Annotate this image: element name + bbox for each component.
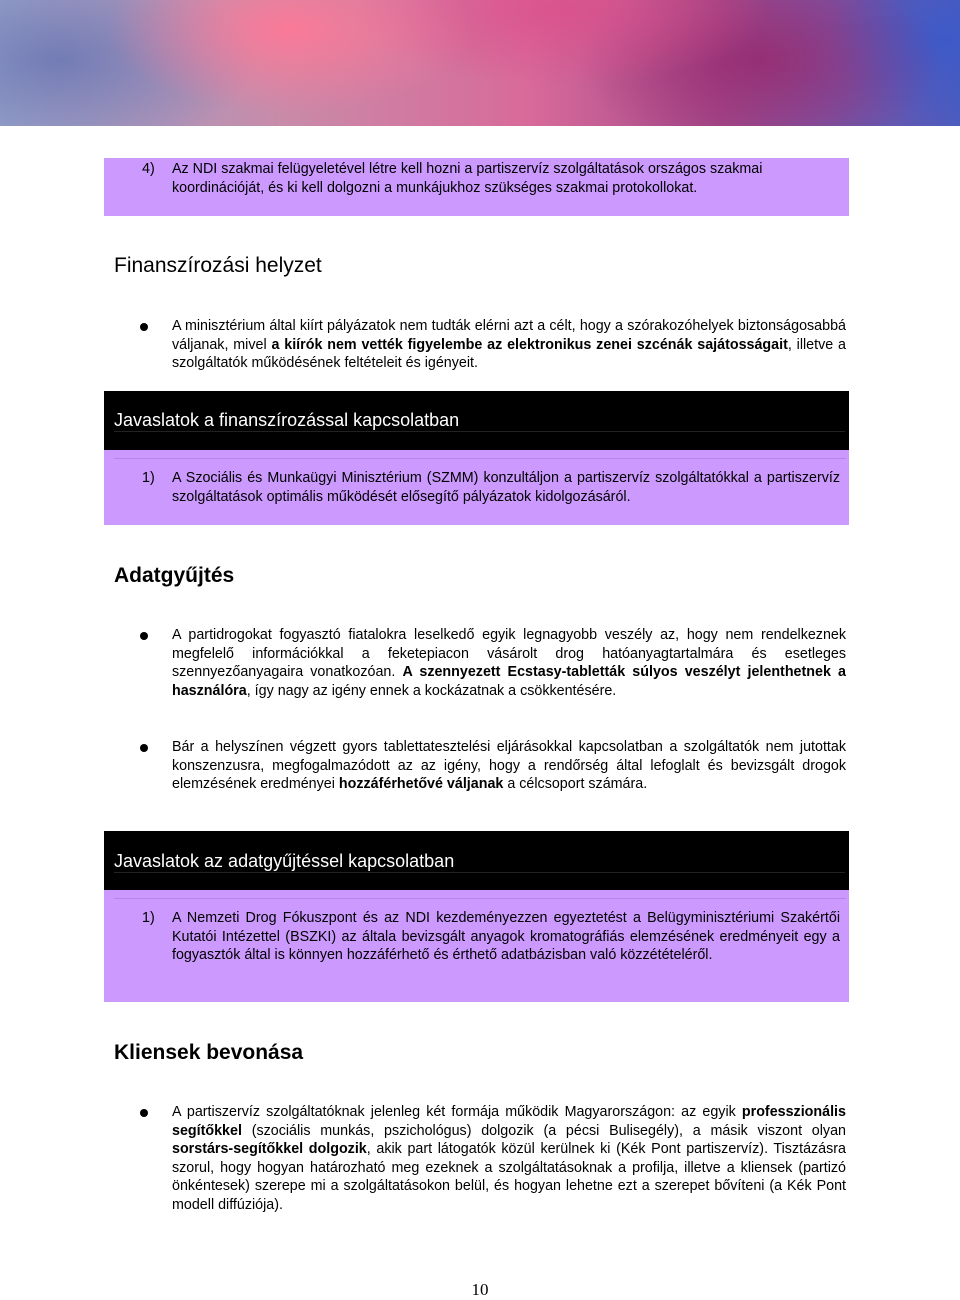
box-inner-rule <box>114 458 846 459</box>
heading-rule <box>114 872 845 873</box>
item-number: 1) <box>142 470 155 486</box>
item-text: A Szociális és Munkaügyi Minisztérium (SZMM) konzultáljon a partiszervíz szolgáltatókkal a partiszervíz szolgáltatások optimális működését elősegítő pályázatok kidolgozásáról. <box>172 470 840 505</box>
section-heading-bar <box>104 831 849 890</box>
header-banner-image <box>0 0 960 126</box>
item-number: 1) <box>142 910 155 926</box>
item-text: Az NDI szakmai felügyeletével létre kell hozni a partiszervíz szolgáltatások országos szakmai koordinációját, és ki kell dolgozni a munkájukhoz szükséges szakmai protokollokat. <box>172 161 763 196</box>
section-heading-kliensek: Kliensek bevonása <box>114 1041 304 1064</box>
box-inner-rule <box>114 898 846 899</box>
page-number: 10 <box>471 1280 489 1299</box>
bullet-icon <box>140 744 148 752</box>
bullet-icon <box>140 632 148 640</box>
heading-rule <box>114 431 845 432</box>
section-heading-adatgyujtes: Adatgyűjtés <box>114 564 235 587</box>
section-heading-javaslatok-adatgyujtes: Javaslatok az adatgyűjtéssel kapcsolatban <box>114 851 455 871</box>
item-number: 4) <box>142 161 155 177</box>
item-text: A Nemzeti Drog Fókuszpont és az NDI kezdeményezzen egyeztetést a Belügyminisztériumi Szakértői Kutatói Intézettel (BSZKI) az általa bevizsgált anyagok kromatográfiás elemzésének eredményeit egy a fogyasztók által is könnyen hozzáférhető és érthető adatbázisban való közzétételéről. <box>172 910 840 964</box>
section-heading-bar <box>104 391 849 450</box>
section-heading-finanszirozasi: Finanszírozási helyzet <box>114 254 322 277</box>
bullet-text: A partidrogokat fogyasztó fiatalokra leselkedő egyik legnagyobb veszély az, hogy nem rendelkeznek megfelelő információkkal a feketepiacon vásárolt drog hatóanyagtartalmára és esetleges szennyezőanyagaira vonatkozóan. A szennyezett Ecstasy-tabletták súlyos veszélyt jelenthetnek a használóra, így nagy az igény ennek a kockázatnak a csökkentésére. <box>172 627 846 699</box>
bullet-icon <box>140 323 148 331</box>
bullet-text: Bár a helyszínen végzett gyors tablettatesztelési eljárásokkal kapcsolatban a szolgáltatók nem jutottak konszenzusra, megfogalmazódott az az igény, hogy a rendőrség által lefoglalt és bevizsgált drogok elemzésének eredményei hozzáférhetővé váljanak a célcsoport számára. <box>172 739 846 793</box>
bullet-text: A partiszervíz szolgáltatóknak jelenleg két formája működik Magyarországon: az egyik professzionális segítőkkel (szociális munkás, pszichológus) dolgozik (a pécsi Bulisegély), a másik viszont olyan sorstárs-segítőkkel dolgozik, akik part látogatók közül kerülnek ki (Kék Pont partiszervíz). Tisztázásra szorul, hogy hogyan határozható meg ezeknek a szolgáltatásoknak a profilja, illetve a kliensek (partizó önkéntesek) szerepe mi a szolgáltatásokon belül, és hogyan lehetne ezt a szerepet bővíteni (a Kék Pont modell diffúziója). <box>172 1104 846 1213</box>
bullet-icon <box>140 1109 148 1117</box>
bullet-text: A minisztérium által kiírt pályázatok nem tudták elérni azt a célt, hogy a szórakozóhelyek biztonságosabbá váljanak, mivel a kiírók nem vették figyelembe az elektronikus zenei szcénák sajátosságait, illetve a szolgáltatók működésének feltételeit és igényeit. <box>172 318 846 372</box>
section-heading-javaslatok-finanszirozas: Javaslatok a finanszírozással kapcsolatban <box>114 410 460 430</box>
